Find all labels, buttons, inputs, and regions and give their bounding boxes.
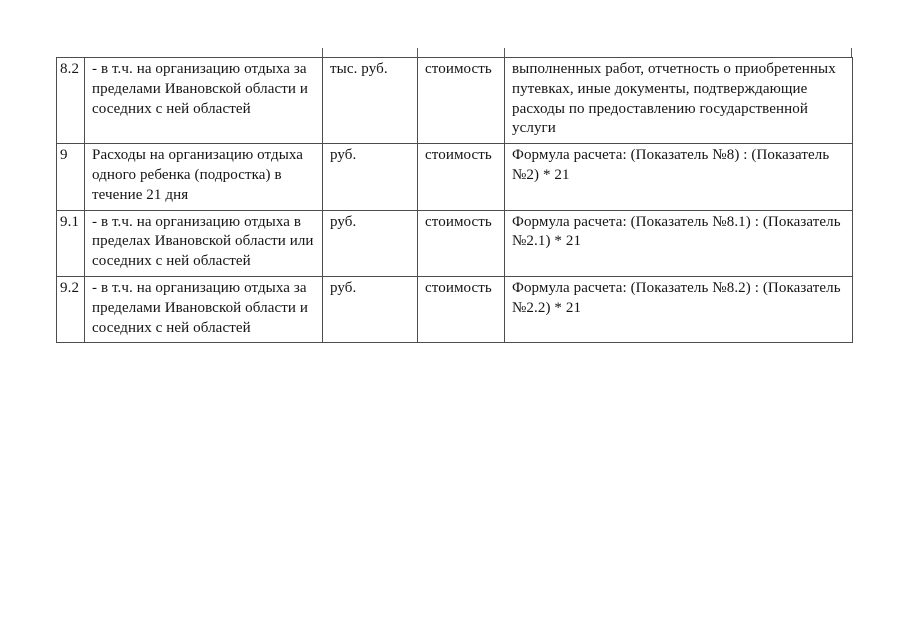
indicators-table bbox=[56, 57, 853, 343]
source-or-formula-cell: выполненных работ, отчетность о приобретенных путевках, иные документы, подтверждающие расходы по предоставлению государственной услуги bbox=[505, 58, 853, 144]
unit-cell: руб. bbox=[323, 276, 418, 342]
source-or-formula-cell: Формула расчета: (Показатель №8.2) : (Показатель №2.2) * 21 bbox=[505, 276, 853, 342]
indicators-table-body bbox=[57, 58, 853, 343]
table-row bbox=[57, 144, 853, 210]
indicator-name-cell: - в т.ч. на организацию отдыха за пределами Ивановской области и соседних с ней областей bbox=[85, 58, 323, 144]
table-row bbox=[57, 210, 853, 276]
indicator-type-cell: стоимость bbox=[418, 210, 505, 276]
indicator-name-cell: - в т.ч. на организацию отдыха за пределами Ивановской области и соседних с ней областей bbox=[85, 276, 323, 342]
indicator-type-cell: стоимость bbox=[418, 144, 505, 210]
indicator-type-cell: стоимость bbox=[418, 58, 505, 144]
indicator-type-cell: стоимость bbox=[418, 276, 505, 342]
table-row bbox=[57, 276, 853, 342]
row-number-cell: 9.2 bbox=[57, 276, 85, 342]
row-number-cell: 9 bbox=[57, 144, 85, 210]
indicator-name-cell: Расходы на организацию отдыха одного ребенка (подростка) в течение 21 дня bbox=[85, 144, 323, 210]
unit-cell: руб. bbox=[323, 210, 418, 276]
unit-cell: тыс. руб. bbox=[323, 58, 418, 144]
table-row bbox=[57, 58, 853, 144]
source-or-formula-cell: Формула расчета: (Показатель №8.1) : (Показатель №2.1) * 21 bbox=[505, 210, 853, 276]
indicator-name-cell: - в т.ч. на организацию отдыха в пределах Ивановской области или соседних с ней областей bbox=[85, 210, 323, 276]
source-or-formula-cell: Формула расчета: (Показатель №8) : (Показатель №2) * 21 bbox=[505, 144, 853, 210]
row-number-cell: 8.2 bbox=[57, 58, 85, 144]
row-number-cell: 9.1 bbox=[57, 210, 85, 276]
unit-cell: руб. bbox=[323, 144, 418, 210]
